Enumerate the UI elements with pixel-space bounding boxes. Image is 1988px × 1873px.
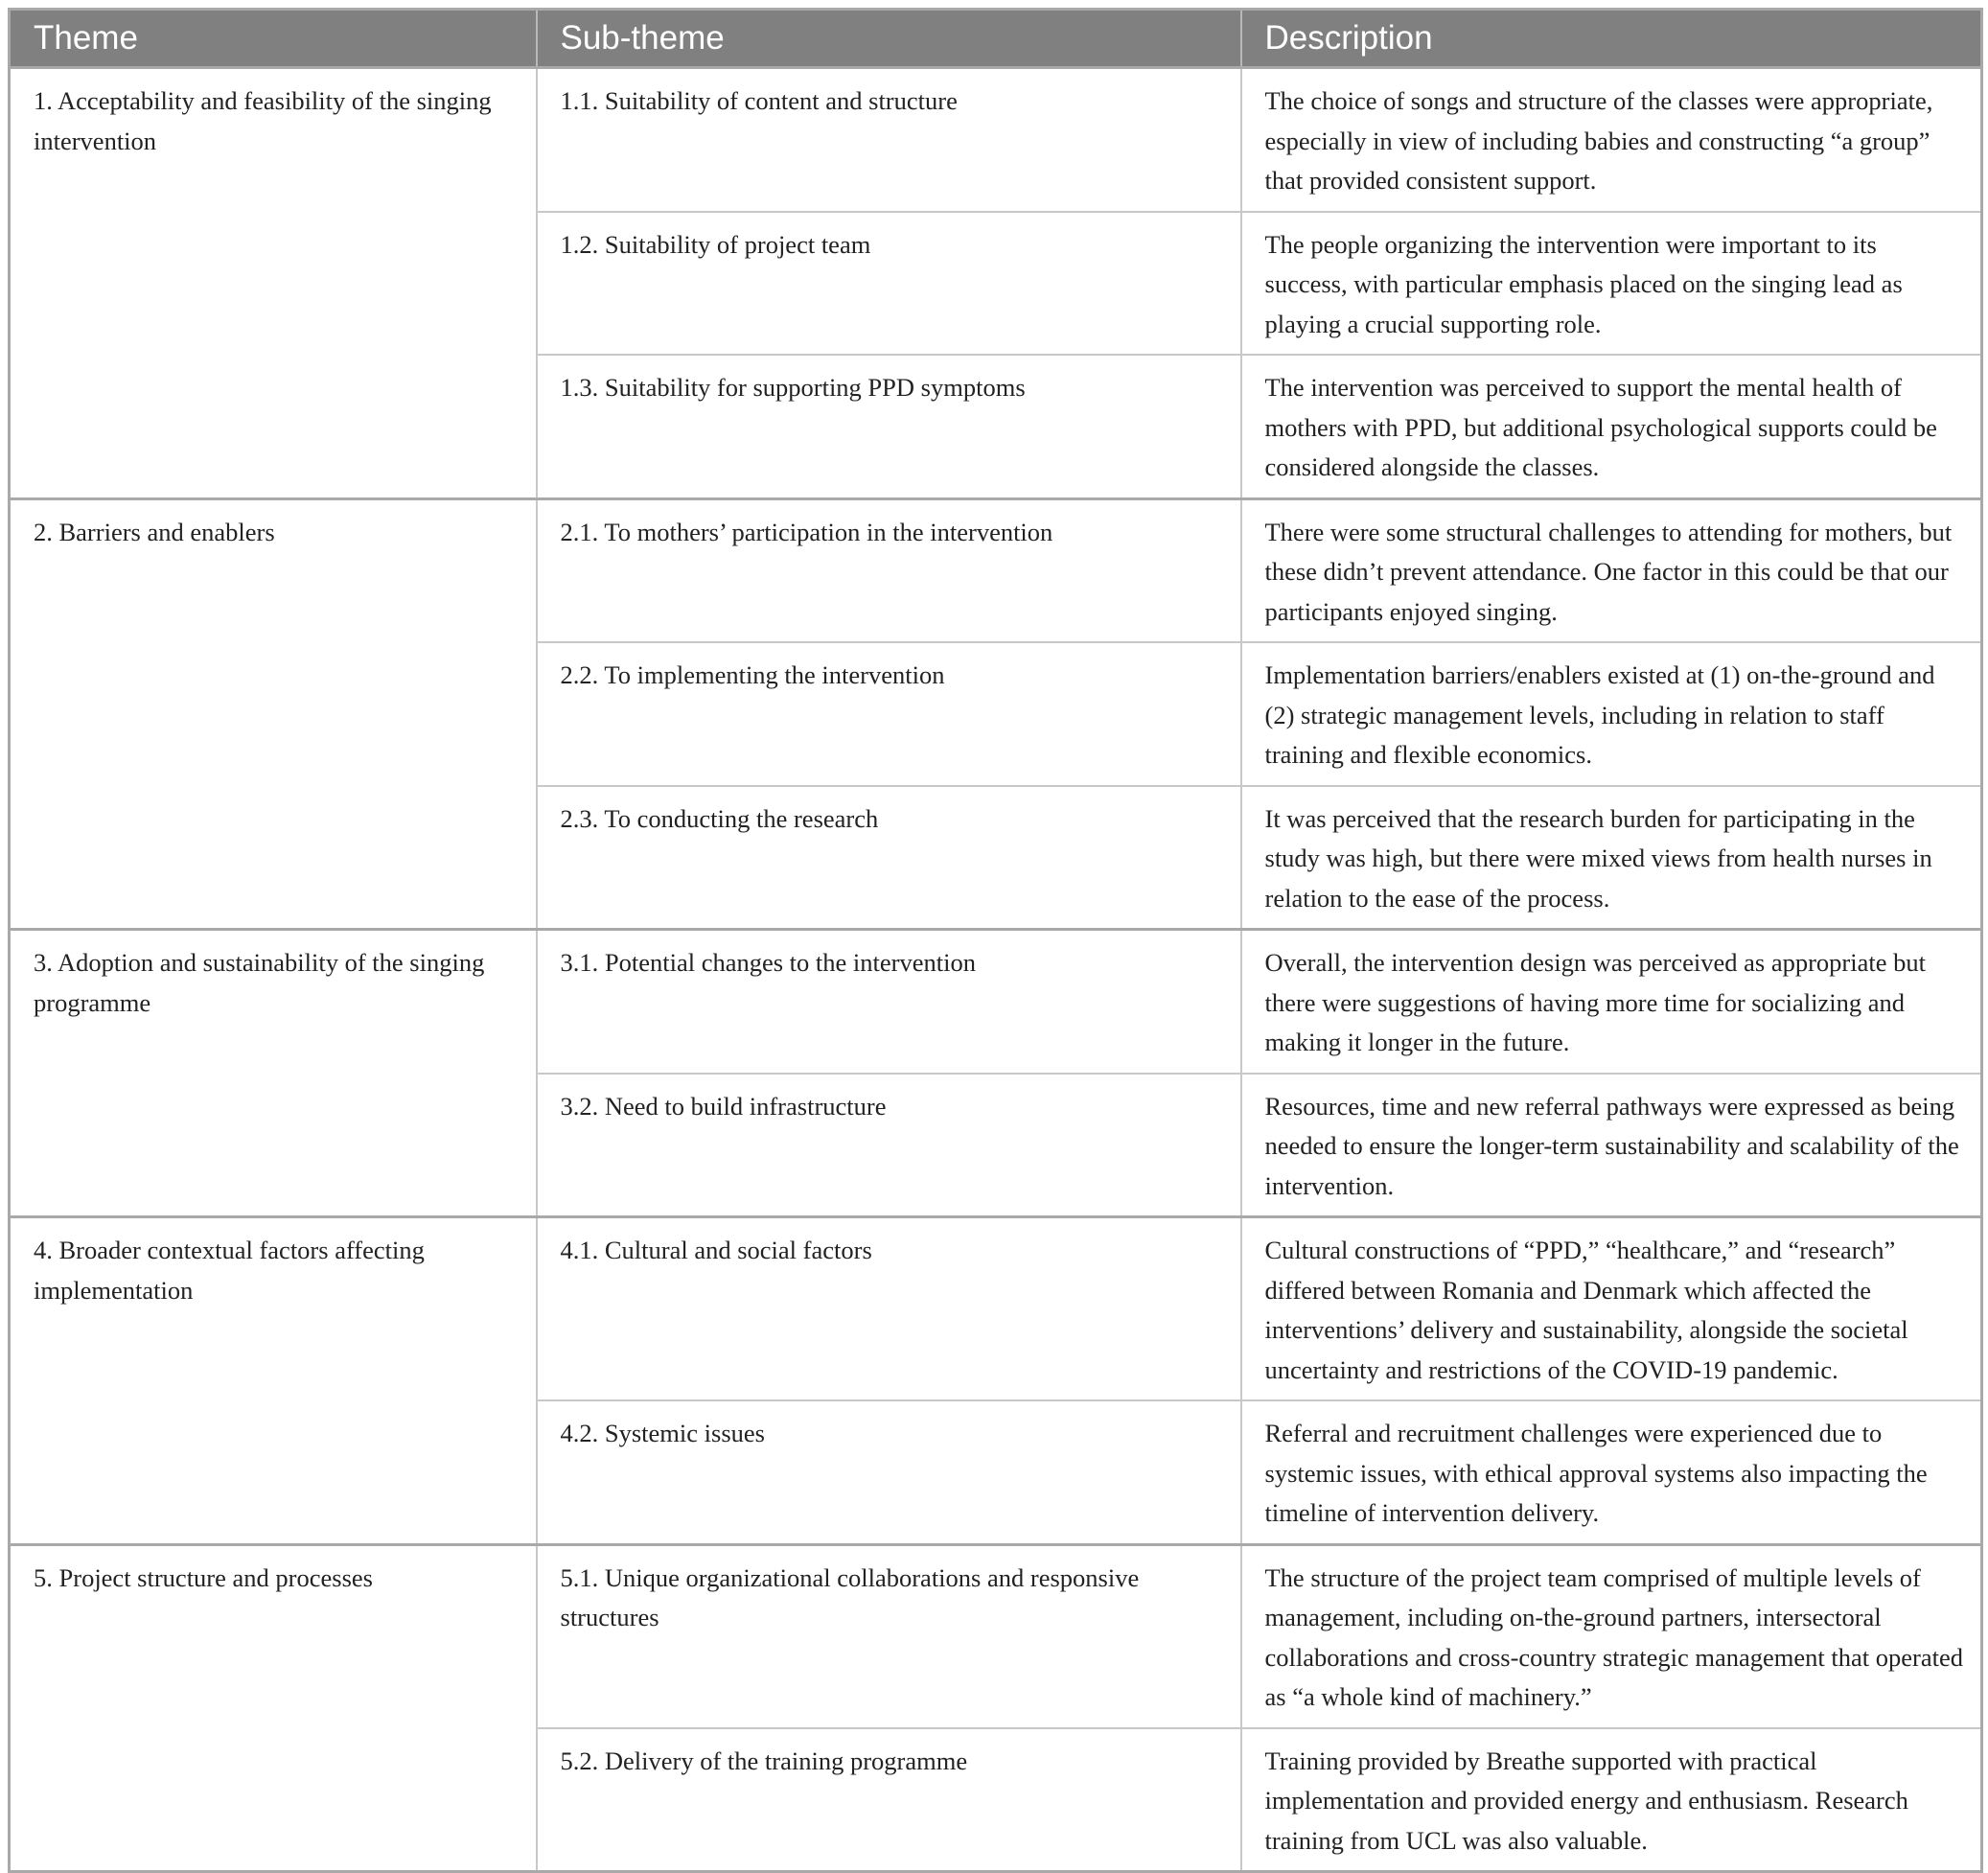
description-cell: Training provided by Breathe supported with practical implementation and provided energy and enthusiasm. Research training from UCL was also valuable.	[1241, 1728, 1982, 1872]
theme-cell: 5. Project structure and processes	[10, 1544, 537, 1872]
theme-cell: 4. Broader contextual factors affecting implementation	[10, 1217, 537, 1545]
description-cell: Cultural constructions of “PPD,” “healthcare,” and “research” differed between Romania and Denmark which affected the interventions’ delivery and sustainability, alongside the societal uncertainty and restrictions of the COVID-19 pandemic.	[1241, 1217, 1982, 1401]
table-row	[10, 1217, 1982, 1401]
description-cell: Resources, time and new referral pathways were expressed as being needed to ensure the longer-term sustainability and scalability of the intervention.	[1241, 1074, 1982, 1217]
subtheme-cell: 4.1. Cultural and social factors	[537, 1217, 1241, 1401]
subtheme-cell: 2.2. To implementing the intervention	[537, 642, 1241, 786]
description-cell: It was perceived that the research burden for participating in the study was high, but there were mixed views from health nurses in relation to the ease of the process.	[1241, 786, 1982, 930]
description-cell: The intervention was perceived to support the mental health of mothers with PPD, but additional psychological supports could be considered alongside the classes.	[1241, 355, 1982, 498]
header-theme: Theme	[10, 10, 537, 68]
themes-table	[8, 8, 1983, 1873]
description-cell: Referral and recruitment challenges were experienced due to systemic issues, with ethical approval systems also impacting the timeline of intervention delivery.	[1241, 1400, 1982, 1544]
description-cell: Implementation barriers/enablers existed at (1) on-the-ground and (2) strategic management levels, including in relation to staff training and flexible economics.	[1241, 642, 1982, 786]
theme-cell: 1. Acceptability and feasibility of the singing intervention	[10, 68, 537, 499]
theme-cell: 3. Adoption and sustainability of the singing programme	[10, 930, 537, 1217]
header-subtheme: Sub-theme	[537, 10, 1241, 68]
theme-cell: 2. Barriers and enablers	[10, 498, 537, 930]
table-row	[10, 68, 1982, 212]
table-body	[10, 68, 1982, 1872]
subtheme-cell: 3.1. Potential changes to the intervention	[537, 930, 1241, 1074]
description-cell: The choice of songs and structure of the classes were appropriate, especially in view of including babies and constructing “a group” that provided consistent support.	[1241, 68, 1982, 212]
description-cell: There were some structural challenges to attending for mothers, but these didn’t prevent attendance. One factor in this could be that our participants enjoyed singing.	[1241, 498, 1982, 642]
subtheme-cell: 2.1. To mothers’ participation in the intervention	[537, 498, 1241, 642]
table-header	[10, 10, 1982, 68]
description-cell: Overall, the intervention design was perceived as appropriate but there were suggestions of having more time for socializing and making it longer in the future.	[1241, 930, 1982, 1074]
subtheme-cell: 3.2. Need to build infrastructure	[537, 1074, 1241, 1217]
subtheme-cell: 1.2. Suitability of project team	[537, 212, 1241, 356]
table-row	[10, 498, 1982, 642]
table-row	[10, 930, 1982, 1074]
description-cell: The structure of the project team comprised of multiple levels of management, including on-the-ground partners, intersectoral collaborations and cross-country strategic management that operated as “a whole kind of machinery.”	[1241, 1544, 1982, 1728]
subtheme-cell: 1.1. Suitability of content and structure	[537, 68, 1241, 212]
subtheme-cell: 2.3. To conducting the research	[537, 786, 1241, 930]
subtheme-cell: 1.3. Suitability for supporting PPD symptoms	[537, 355, 1241, 498]
header-row	[10, 10, 1982, 68]
subtheme-cell: 5.2. Delivery of the training programme	[537, 1728, 1241, 1872]
subtheme-cell: 4.2. Systemic issues	[537, 1400, 1241, 1544]
table-row	[10, 1544, 1982, 1728]
header-description: Description	[1241, 10, 1982, 68]
subtheme-cell: 5.1. Unique organizational collaborations and responsive structures	[537, 1544, 1241, 1728]
themes-table-container	[8, 8, 1980, 1873]
description-cell: The people organizing the intervention were important to its success, with particular emphasis placed on the singing lead as playing a crucial supporting role.	[1241, 212, 1982, 356]
